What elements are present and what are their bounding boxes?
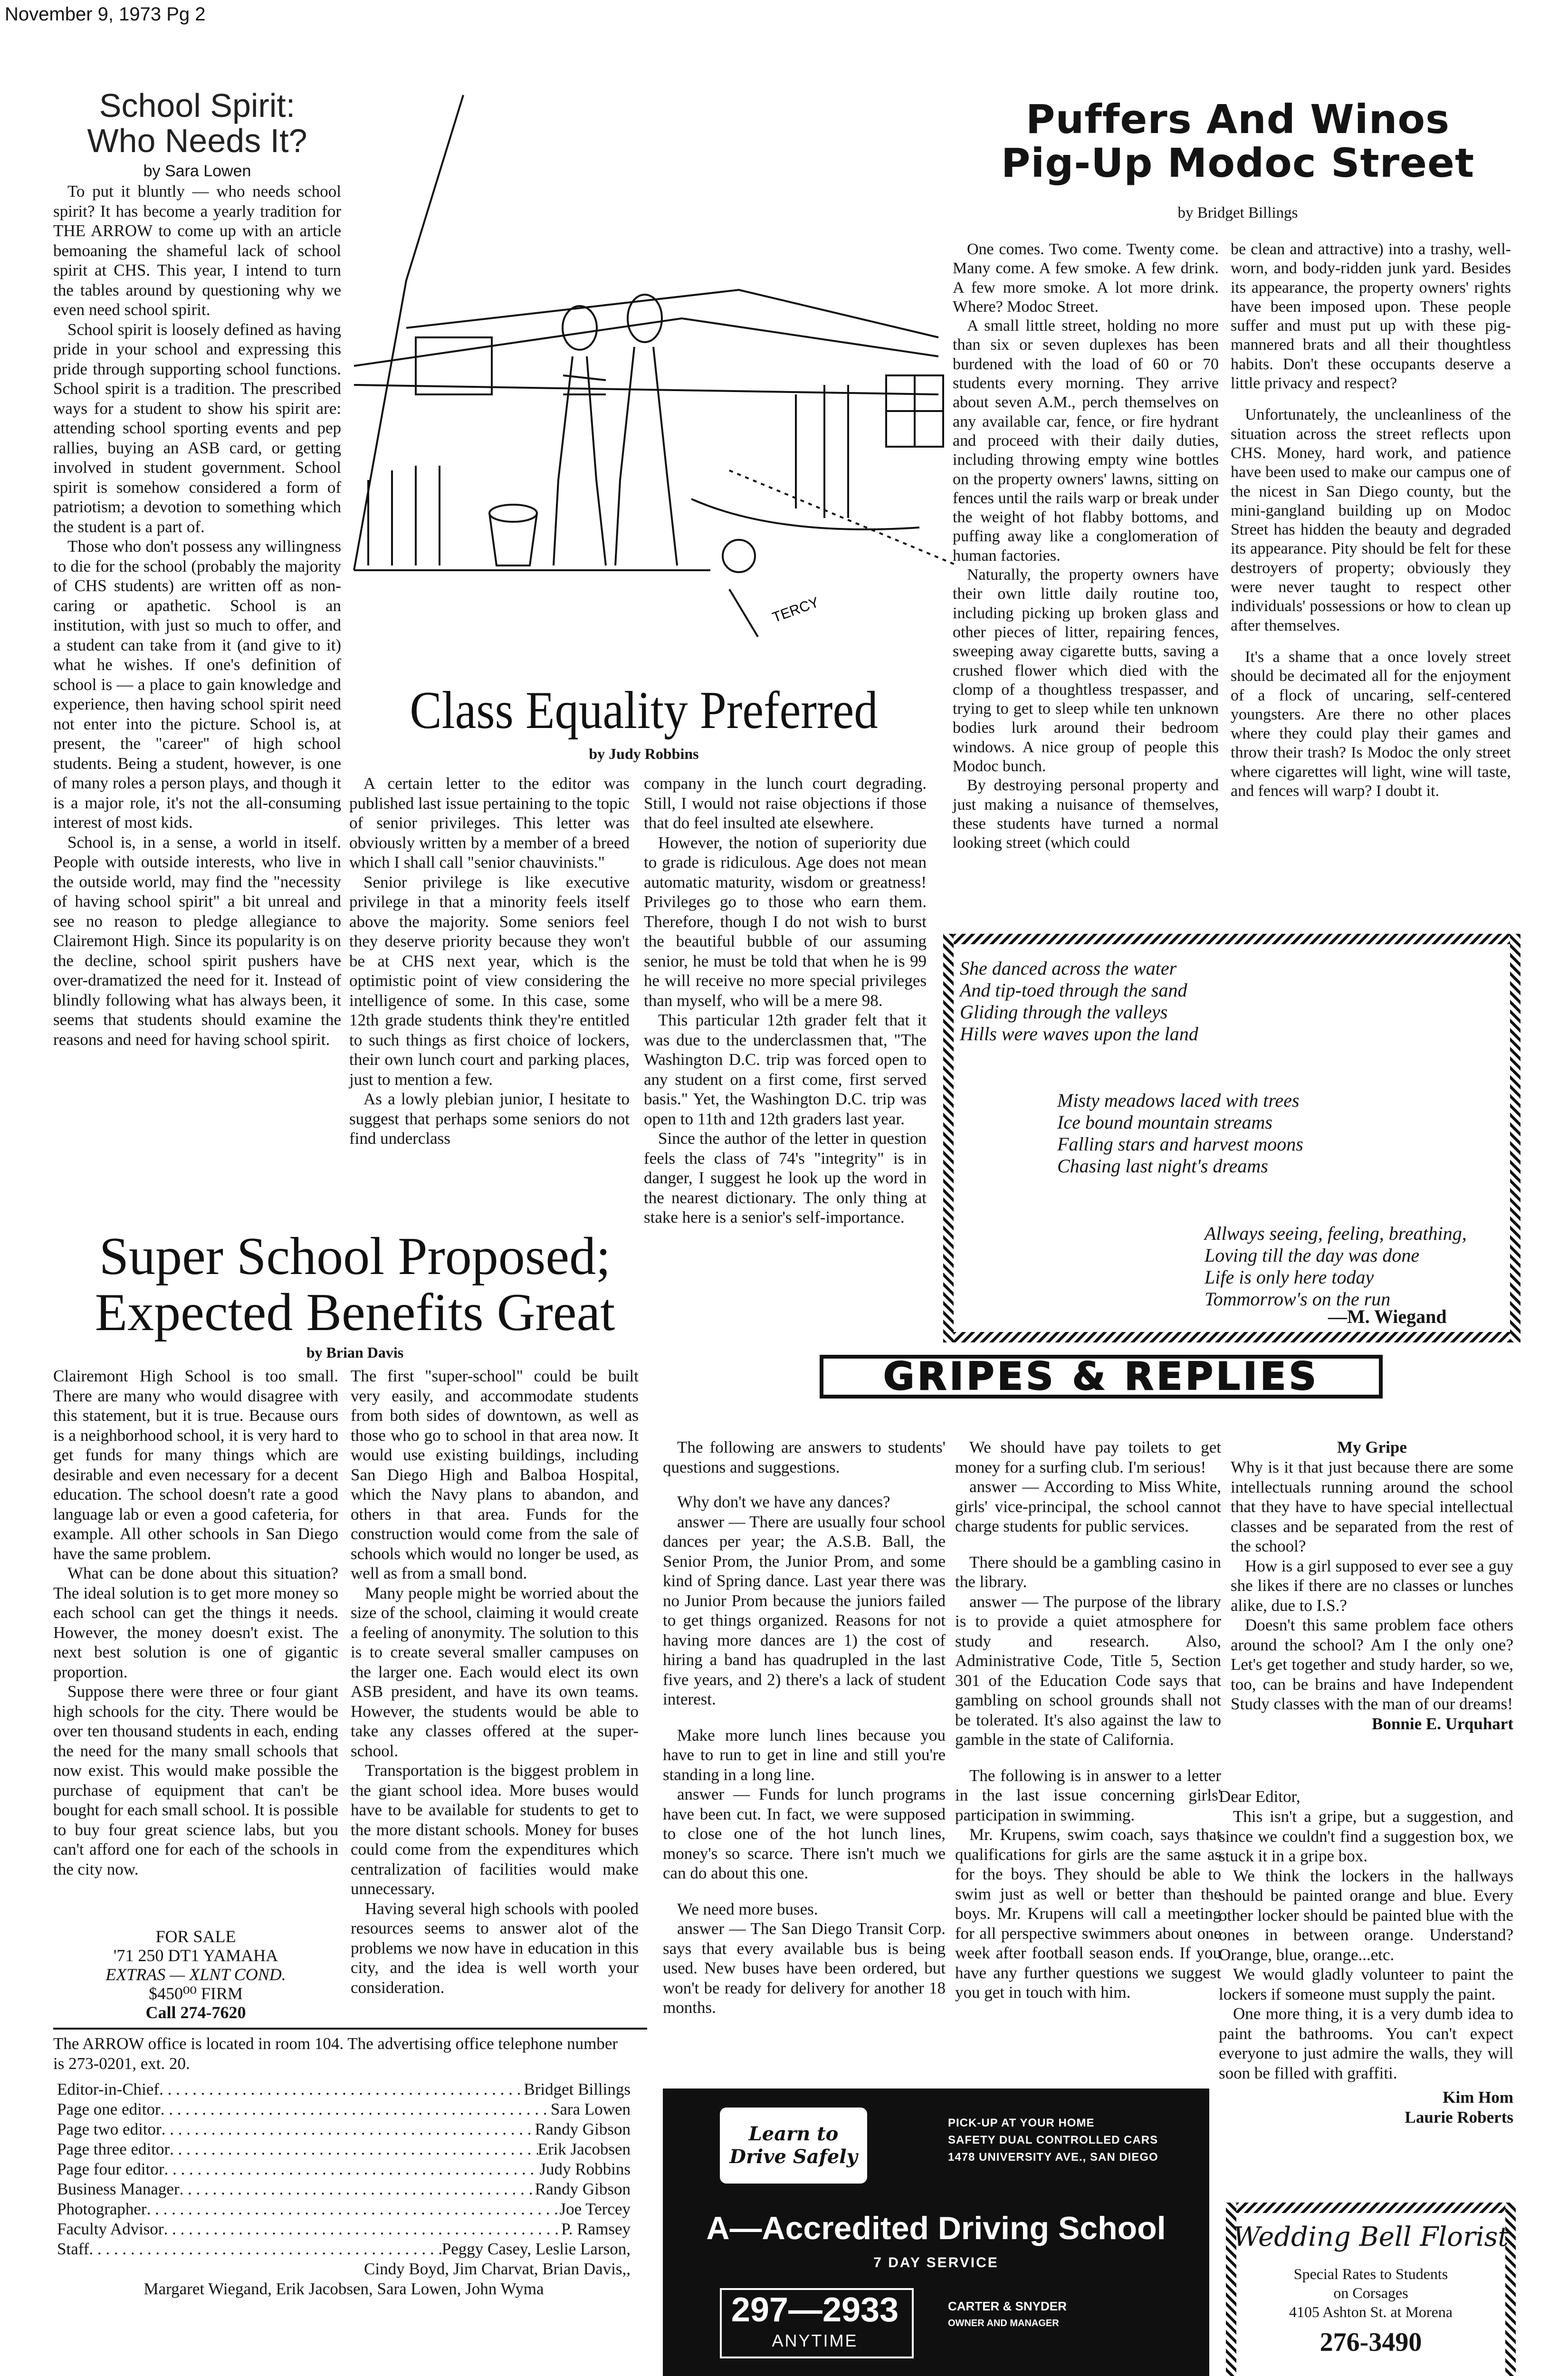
masthead-role: Page two editor	[57, 2120, 162, 2138]
super-paragraph: The first "super-school" could be built very easily, and accommodate students from both sides of downtown, as well as those who go to school in that area now. It would use existing buildings, including San Diego High and Balboa Hospital, which the Navy plans to abandon, and others in that area. Funds for the construction would come from the sale of schools which would no longer be used, as well as from a small bond.	[351, 1367, 639, 1582]
spirit-title-line1: School Spirit:	[99, 87, 296, 124]
driving-owners	[948, 2298, 1067, 2332]
gripes-question: We should have pay toilets to get money for a surfing club. I'm serious!	[955, 1438, 1221, 1476]
puffers-title	[960, 97, 1516, 185]
puffers-paragraph: be clean and attractive) into a trashy, well-worn, and body-ridden junk yard. Besides its appearance, the property owners' rights have been imposed upon. These people suffer and must put up with these pig-mannered brats and all their thoughtless habits. Don't these occupants deserve a little privacy and respect?	[1231, 240, 1511, 393]
florist-details	[1226, 2264, 1516, 2321]
masthead-role: Page three editor	[57, 2140, 170, 2158]
masthead-role: Business Manager	[57, 2180, 180, 2198]
masthead-row	[57, 2119, 631, 2139]
poem-box	[943, 934, 1520, 1342]
driving-logo-text: Learn to Drive Safely	[729, 2123, 858, 2168]
gripes-answer: answer — The purpose of the library is to provide a quiet atmosphere for study and research. Also, Administrative Code, Title 5, Section 301 of the Education Code says that gambling on school grounds shall not be tolerated. It's also against the law to gamble in the state of California.	[955, 1592, 1221, 1749]
my-gripe-paragraph: Why is it that just because there are some intellectuals running around the school that they have to have special intellectual classes and be separated from the rest of the school?	[1231, 1458, 1513, 1555]
spirit-paragraph: School spirit is loosely defined as having pride in your school and expressing this pride through supporting school functions. School spirit is a tradition. The prescribed ways for a student to show his spirit are: attending school sporting events and pep rallies, buying an ASB card, or getting involved in student government. School spirit is somehow considered a form of patriotism; a devotion to something which the student is a part of.	[53, 320, 341, 536]
poem-stanza-3	[1205, 1223, 1467, 1310]
poem-border-bottom	[943, 1332, 1520, 1342]
masthead-row	[57, 2199, 631, 2219]
lockers-paragraph: We would gladly volunteer to paint the lockers if someone must supply the paint.	[1219, 1965, 1513, 2003]
dateline: November 9, 1973 Pg 2	[5, 4, 206, 25]
super-title	[53, 1228, 657, 1341]
gripes-paragraph: The following are answers to students' questions and suggestions.	[663, 1438, 946, 1476]
puffers-col2	[1231, 240, 1511, 801]
gripes-question: We need more buses.	[677, 1899, 818, 1918]
driving-pickup-line: SAFETY DUAL CONTROLLED CARS	[948, 2134, 1158, 2146]
super-paragraph: Transportation is the biggest problem in the giant school idea. More buses would have to be available for students to get to the more distant schools. Money for buses could come from the expenditures which centralization of facilities would make unnecessary.	[351, 1761, 639, 1898]
puffers-paragraph: Naturally, the property owners have their own little daily routine too, including picking up broken glass and other pieces of litter, repairing fences, sweeping away cigarette butts, saving a crushed flower which died with the clomp of a thoughtless trespasser, and trying to get to sleep while ten unknown bodies lurk around their bedroom windows. A nice group of people this Modoc bunch.	[953, 566, 1219, 776]
gripes-answer: answer — There are usually four school dances per year; the A.S.B. Ball, the Senior Prom, the Junior Prom, and some kind of Spring dance. Last year there was no Junior Prom because the juniors failed to get things organized. Reasons for not having more dances are 1) the cost of hiring a band has quadrupled in the last five years, and 2) there's a lack of student interest.	[663, 1512, 946, 1708]
masthead-row	[57, 2219, 631, 2239]
for-sale-heading: FOR SALE	[155, 1927, 236, 1946]
cartoon-drawing	[349, 90, 972, 670]
lockers-letter	[1219, 1787, 1513, 2127]
for-sale-condition: EXTRAS — XLNT COND.	[105, 1965, 286, 1984]
gripes-question: There should be a gambling casino in the library.	[955, 1552, 1221, 1591]
masthead-role: Faculty Advisor	[57, 2220, 164, 2238]
lockers-signature: Laurie Roberts	[1405, 2108, 1513, 2127]
driving-owners-line: OWNER AND MANAGER	[948, 2318, 1059, 2328]
masthead-row	[57, 2179, 631, 2199]
super-paragraph: Many people might be worried about the size of the school, claiming it would create a feeling of anonymity. The solution to this is to create several smaller campuses on the larger one. Each would elect its own ASB president, and have its own teams. However, the students would be able to take any classes offered at the super-school.	[351, 1583, 639, 1760]
masthead-name: Bridget Billings	[524, 2080, 631, 2098]
masthead-name: Sara Lowen	[550, 2100, 631, 2118]
super-byline: by Brian Davis	[306, 1344, 404, 1361]
gripes-answer: answer — According to Miss White, girls' vice-principal, the school cannot charge students for public services.	[955, 1477, 1221, 1535]
masthead-staff-line: Cindy Boyd, Jim Charvat, Brian Davis,,	[364, 2260, 631, 2278]
lockers-paragraph: We think the lockers in the hallways should be painted orange and blue. Every other locker should be painted blue with the ones in between orange. Understand? Orange, blue, orange...etc.	[1219, 1866, 1513, 1964]
puffers-paragraph: By destroying personal property and just making a nuisance of themselves, these students have turned a normal looking street (which could	[953, 776, 1219, 852]
super-paragraph: Clairemont High School is too small. There are many who would disagree with this statement, but it is true. Because ours is a neighborhood school, it is very hard to get funds for many things which are desirable and even necessary for a decent education. The school doesn't rate a good language lab or even a good cafeteria, for example. All other schools in San Diego have the same problem.	[53, 1367, 338, 1563]
driving-school-name: A—Accredited Driving School	[706, 2210, 1166, 2246]
for-sale-phone: Call 274-7620	[145, 2003, 246, 2022]
poem-stanza-2	[1057, 1090, 1303, 1177]
poem-stanza-1	[960, 958, 1198, 1045]
equality-paragraph: Senior privilege is like executive privilege in that a minority feels itself above the majority. Some seniors feel they deserve priority because they won't be at CHS next year, which is the optimistic point of view considering the intelligence of some. In this case, some 12th grade students think they're entitled to such things as first choice of lockers, their own lunch court and parking places, just to mention a few.	[349, 872, 630, 1089]
florist-border-top	[1226, 2203, 1516, 2213]
equality-paragraph: This particular 12th grader felt that it was due to the underclassmen that, "The Washington D.C. trip was forced open to any student on a first come, first served basis." Yet, the Washington D.C. trip was open to 11th and 12th graders last year.	[644, 1011, 927, 1128]
puffers-paragraph: It's a shame that a once lovely street should be decimated all for the enjoyment of a flock of uncaring, self-centered youngsters. Are there no other places where they could play their games and throw their trash? Is Modoc the only street where cigarettes will light, wine will taste, and fences will warp? I doubt it.	[1231, 648, 1511, 800]
poem-line: Ice bound mountain streams	[1057, 1111, 1272, 1133]
lockers-body	[1219, 1807, 1513, 2083]
gripes-paragraph: Mr. Krupens, swim coach, says that qualifications for girls are the same as for the boys. They should be able to swim just as well or better than the boys. Mr. Krupens will call a meeting for all perspective swimmers about one week after football season ends. If you have any further questions we suggest you get in touch with him.	[955, 1825, 1221, 2002]
poem-line: Hills were waves upon the land	[960, 1023, 1198, 1044]
poem-border-left	[943, 934, 954, 1342]
masthead-role: Page four editor	[57, 2160, 164, 2178]
for-sale-ad	[53, 1927, 338, 2022]
masthead	[53, 2034, 631, 2299]
gripes-col2	[955, 1437, 1221, 2002]
masthead-role: Editor-in-Chief	[57, 2080, 160, 2098]
my-gripe-signature: Bonnie E. Urquhart	[1372, 1714, 1513, 1733]
gripes-col1	[663, 1437, 946, 2018]
florist-line: Special Rates to Students	[1293, 2265, 1448, 2282]
gripes-question: Make more lunch lines because you have to run to get in line and still you're standing in a long line.	[663, 1725, 946, 1784]
super-paragraph: Having several high schools with pooled resources seems to answer alot of the problems we now have in education in this city, and the idea is well worth your consideration.	[351, 1899, 639, 1997]
gripes-question: Why don't we have any dances?	[677, 1493, 890, 1511]
masthead-name: Joe Tercey	[559, 2200, 631, 2218]
poem-line: Allways seeing, feeling, breathing,	[1205, 1223, 1467, 1244]
lockers-signature: Kim Hom	[1443, 2088, 1513, 2107]
poem-line: She danced across the water	[960, 958, 1177, 979]
equality-col1	[349, 774, 630, 1149]
masthead-name: P. Ramsey	[561, 2220, 631, 2238]
puffers-paragraph: One comes. Two come. Twenty come. Many come. A few smoke. A few drink. A few more smoke. A lot more drink. Where? Modoc Street.	[953, 240, 1219, 316]
puffers-paragraph: A small little street, holding no more than six or seven duplexes has been burdened with the load of 60 or 70 students every morning. They arrive about seven A.M., perch themselves on any available car, fence, or fire hydrant and proceed with their daily duties, including throwing empty wine bottles on the property owners' lawns, sitting on fences until the rails warp or break under the weight of hot flabby bottoms, and puffing away like a conglomeration of human factories.	[953, 317, 1219, 565]
spirit-title	[53, 88, 341, 158]
masthead-row	[57, 2139, 631, 2159]
poem-line: Loving till the day was done	[1205, 1245, 1420, 1266]
florist-line: on Corsages	[1333, 2284, 1408, 2301]
florist-name: Wedding Bell Florist	[1233, 2222, 1509, 2252]
super-title-line2: Expected Benefits Great	[95, 1283, 615, 1342]
florist-ad	[1226, 2203, 1516, 2376]
equality-paragraph: As a lowly plebian junior, I hesitate to suggest that perhaps some seniors do not find underclass	[349, 1090, 630, 1148]
driving-pickup	[948, 2115, 1158, 2166]
spirit-byline: by Sara Lowen	[143, 162, 251, 180]
masthead-rule	[53, 2028, 647, 2030]
masthead-name: Peggy Casey, Leslie Larson,	[441, 2240, 631, 2258]
gripes-banner	[820, 1352, 1383, 1402]
florist-line: 4105 Ashton St. at Morena	[1289, 2303, 1453, 2320]
masthead-row	[57, 2239, 631, 2259]
gripes-answer: answer — The San Diego Transit Corp. says that every available bus is being used. New buses have been ordered, but won't be ready for delivery for another 18 months.	[663, 1919, 946, 2017]
gripes-paragraph: The following is in answer to a letter in the last issue concerning girls' participation in swimming.	[955, 1766, 1221, 1824]
puffers-col1	[953, 240, 1219, 853]
poem-line: Falling stars and harvest moons	[1057, 1133, 1303, 1155]
spirit-title-line2: Who Needs It?	[87, 122, 307, 159]
poem-border-top	[943, 934, 1520, 944]
masthead-row	[57, 2079, 631, 2099]
spirit-article	[53, 88, 341, 1049]
super-paragraph: Suppose there were three or four giant high schools for the city. There would be over ten thousand students in each, ending the need for the many small schools that now exist. This would make possible the purchase of equipment that can't be bought for each small school. It is possible to buy four great science labs, but you can't afford one for each of the schools in the city now.	[53, 1682, 338, 1878]
spirit-paragraph: School is, in a sense, a world in itself. People with outside interests, who live in the outside world, may find the "necessity of having school spirit" a bit unreal and see no reason to pledge allegiance to Clairemont High. Since its popularity is on the decline, school spirit pushers have over-dramatized the need for it. Instead of blindly following what has always been, it seems that students should examine the reasons and need for having school spirit.	[53, 833, 341, 1049]
gripes-banner-text: GRIPES & REPLIES	[883, 1354, 1319, 1399]
poem-line: Tommorrow's on the run	[1205, 1288, 1391, 1310]
equality-title: Class Equality Preferred	[410, 681, 878, 740]
equality-col2	[644, 774, 927, 1227]
florist-phone: 276-3490	[1319, 2328, 1422, 2357]
gripes-answer: answer — Funds for lunch programs have been cut. In fact, we were supposed to close one of the hot lunch lines, money's so scarce. There isn't much we can do about this one.	[663, 1785, 946, 1882]
my-gripe-title: My Gripe	[1337, 1438, 1407, 1456]
masthead-name: Randy Gibson	[535, 2180, 631, 2198]
spirit-paragraph: Those who don't possess any willingness to die for the school (probably the majority of CHS students) are written off as non-caring or apathetic. School is an institution, with just so much to offer, and a student can take from it (and give to it) what he wishes. If one's definition of school is — a place to gain knowledge and experience, then having school spirit need not enter into the picture. School is, at present, the "career" of high school students. Being a student, however, is one of many roles a person plays, and though it is a major role, it's not the all-consuming interest of most kids.	[53, 537, 341, 832]
my-gripe-paragraph: How is a girl supposed to ever see a guy she likes if there are no classes or lunches alike, due to I.S.?	[1231, 1556, 1513, 1615]
driving-school-ad	[663, 2089, 1209, 2376]
masthead-role: Photographer	[57, 2200, 147, 2218]
masthead-name: Randy Gibson	[535, 2120, 631, 2138]
driving-pickup-line: PICK-UP AT YOUR HOME	[948, 2117, 1095, 2129]
driving-anytime: ANYTIME	[772, 2331, 858, 2350]
masthead-intro: The ARROW office is located in room 104. The advertising office telephone number is 273-0201, ext. 20.	[53, 2034, 618, 2073]
driving-owners-line: CARTER & SNYDER	[948, 2299, 1067, 2313]
lockers-paragraph: One more thing, it is a very dumb idea to paint the bathrooms. You can't expect everyone to just admire the walls, they will soon be filled with graffiti.	[1219, 2004, 1513, 2082]
cartoon-signature: TERCY	[770, 594, 821, 626]
puffers-title-line1: Puffers And Winos	[1025, 96, 1450, 143]
masthead-role: Staff	[57, 2240, 89, 2258]
driving-phone: 297—2933	[731, 2291, 899, 2329]
driving-logo	[720, 2108, 867, 2184]
super-title-line1: Super School Proposed;	[99, 1227, 611, 1286]
masthead-staff-line: Margaret Wiegand, Erik Jacobsen, Sara Lowen, John Wyma	[143, 2280, 544, 2298]
lockers-greeting: Dear Editor,	[1219, 1787, 1300, 1806]
my-gripe-paragraph: Doesn't this same problem face others around the school? Am I the only one? Let's get together and study harder, so we, too, can be brains and have Independent Study classes with the man of our dreams!	[1231, 1616, 1513, 1713]
my-gripe-letter	[1231, 1437, 1513, 1734]
super-col1	[53, 1366, 338, 1879]
poem-line: Gliding through the valleys	[960, 1001, 1168, 1023]
spirit-paragraph: To put it bluntly — who needs school spirit? It has become a yearly tradition for THE ARROW to come up with an article bemoaning the shameful lack of school spirit at CHS. This year, I intend to turn the tables around by questioning why we even need school spirit.	[53, 182, 341, 319]
poem-line: Life is only here today	[1205, 1266, 1374, 1288]
my-gripe-body	[1231, 1457, 1513, 1714]
super-col2	[351, 1366, 639, 1997]
poem-line: Chasing last night's dreams	[1057, 1155, 1268, 1177]
for-sale-item: '71 250 DT1 YAMAHA	[113, 1946, 278, 1965]
poem-border-right	[1510, 934, 1520, 1342]
spirit-body	[53, 182, 341, 1049]
equality-paragraph: However, the notion of superiority due to grade is ridiculous. Age does not mean automatic maturity, wisdom or greatness! Privileges go to those who earn them. Therefore, though I do not wish to burst the beautiful bubble of our assuming senior, he must be told that when he is 99 he will receive no more special privileges than myself, who will be a mere 98.	[644, 833, 927, 1010]
equality-paragraph: company in the lunch court degrading. Still, I would not raise objections if those that do feel insulted ate elsewhere.	[644, 774, 927, 832]
super-paragraph: What can be done about this situation? The ideal solution is to get more money so each school can get the things it needs. However, the money doesn't exist. The next best solution is one of gigantic proportion.	[53, 1564, 338, 1681]
poem-line: And tip-toed through the sand	[960, 979, 1187, 1001]
poem-author: —M. Wiegand	[1328, 1306, 1447, 1327]
masthead-row	[57, 2099, 631, 2119]
puffers-title-line2: Pig-Up Modoc Street	[1001, 140, 1475, 186]
equality-paragraph: Since the author of the letter in question feels the class of 74's "integrity" is in danger, I suggest he look up the word in the nearest dictionary. The only thing at stake here is a senior's self-importance.	[644, 1129, 927, 1226]
puffers-paragraph: Unfortunately, the uncleanliness of the situation across the street reflects upon CHS. Money, hard work, and patience have been used to make our campus one of the nicest in San Diego county, but the mini-gangland building up on Modoc Street has hidden the beauty and degraded its appearance. Pity should be felt for these destroyers of property; obviously they were never taught to respect other individuals' possessions or how to clean up after themselves.	[1231, 406, 1511, 634]
driving-service: 7 DAY SERVICE	[873, 2255, 999, 2271]
equality-paragraph: A certain letter to the editor was published last issue pertaining to the topic of senior privileges. This letter was obviously written by a member of a breed which I shall call "senior chauvinists."	[349, 774, 630, 872]
lockers-paragraph: This isn't a gripe, but a suggestion, and since we couldn't find a suggestion box, we stuck it in a gripe box.	[1219, 1807, 1513, 1865]
masthead-name: Judy Robbins	[539, 2160, 631, 2178]
masthead-row	[57, 2159, 631, 2179]
masthead-name: Erik Jacobsen	[537, 2140, 631, 2158]
for-sale-price: $450⁰⁰ FIRM	[149, 1984, 243, 2003]
driving-pickup-line: 1478 UNIVERSITY AVE., SAN DIEGO	[948, 2151, 1158, 2164]
equality-byline: by Judy Robbins	[589, 745, 699, 762]
puffers-byline: by Bridget Billings	[1177, 204, 1298, 221]
masthead-role: Page one editor	[57, 2100, 161, 2118]
poem-line: Misty meadows laced with trees	[1057, 1090, 1300, 1111]
cartoon-illustration	[349, 90, 972, 670]
